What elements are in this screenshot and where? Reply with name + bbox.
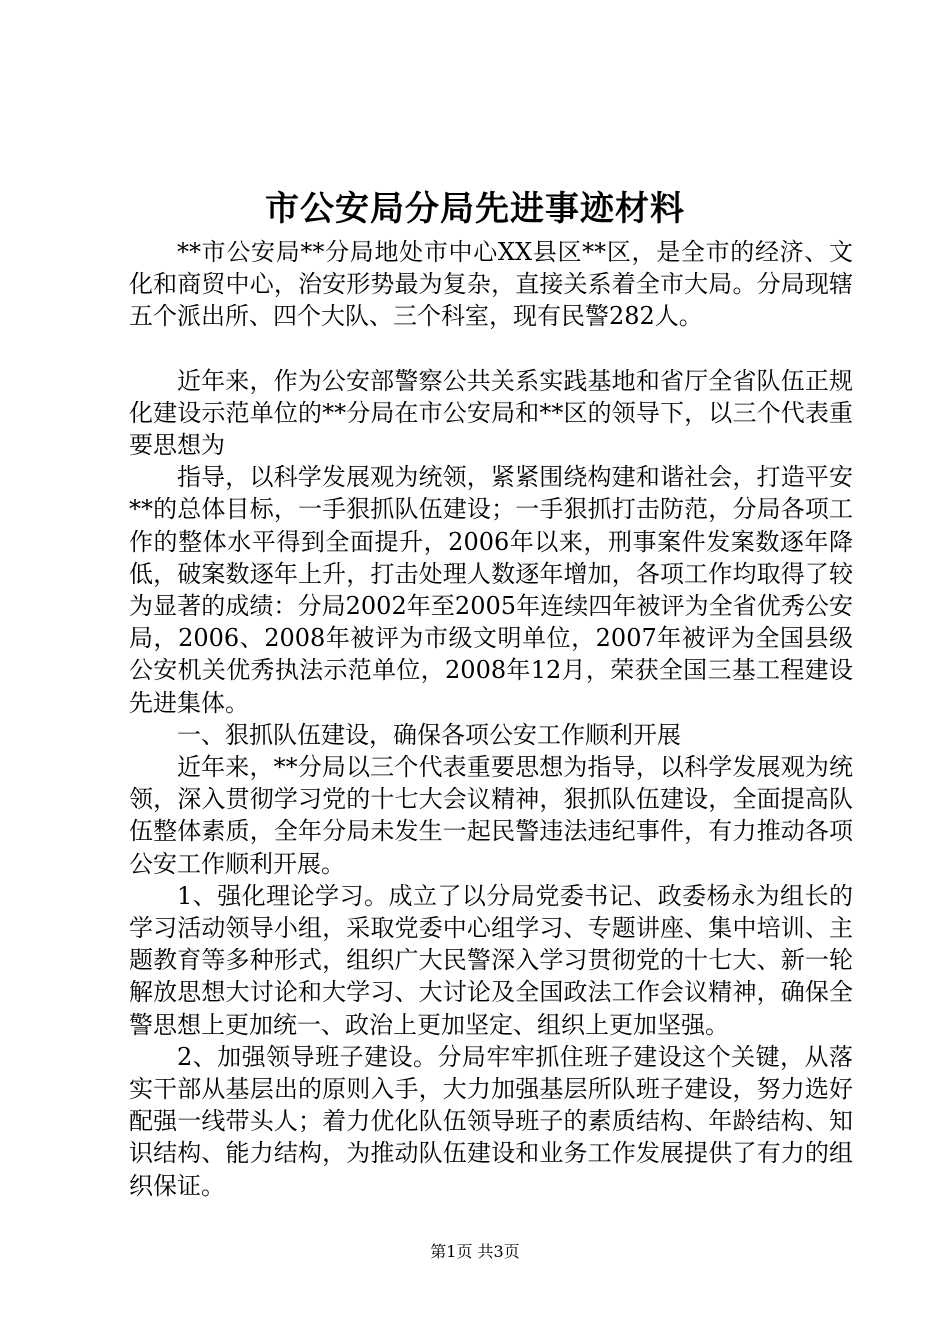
- paragraph-leadership: 2、加强领导班子建设。分局牢牢抓住班子建设这个关键，从落实干部从基层出的原则入手，大力加强基层所队班子建设，努力选好配强一线带头人；着力优化队伍领导班子的素质结构、年龄结构、知识结构、能力结构，为推动队伍建设和业务工作发展提供了有力的组织保证。: [129, 1042, 853, 1200]
- paragraph-spacer: [129, 333, 853, 365]
- paragraph-team-building: 近年来，**分局以三个代表重要思想为指导，以科学发展观为统领，深入贯彻学习党的十七大会议精神，狠抓队伍建设，全面提高队伍整体素质，全年分局未发生一起民警违法违纪事件，有力推动各项公安工作顺利开展。: [129, 753, 853, 878]
- paragraph-achievements: 指导，以科学发展观为统领，紧紧围绕构建和谐社会，打造平安**的总体目标，一手狠抓队伍建设；一手狠抓打击防范，分局各项工作的整体水平得到全面提升，2006年以来，刑事案件发案数逐年降低，破案数逐年上升，打击处理人数逐年增加，各项工作均取得了较为显著的成绩：分局2002年至2005年连续四年被评为全省优秀公安局，2006、2008年被评为市级文明单位，2007年被评为全国县级公安机关优秀执法示范单位，2008年12月，荣获全国三基工程建设先进集体。: [129, 463, 853, 717]
- document-body: [129, 236, 853, 1202]
- paragraph-theory-study: 1、强化理论学习。成立了以分局党委书记、政委杨永为组长的学习活动领导小组，采取党委中心组学习、专题讲座、集中培训、主题教育等多种形式，组织广大民警深入学习贯彻党的十七大、新一轮解放思想大讨论和大学习、大讨论及全国政法工作会议精神，确保全警思想上更加统一、政治上更加坚定、组织上更加坚强。: [129, 881, 853, 1039]
- section-heading-1: 一、狠抓队伍建设，确保各项公安工作顺利开展: [177, 720, 681, 749]
- paragraph-recent-years: 近年来，作为公安部警察公共关系实践基地和省厅全省队伍正规化建设示范单位的**分局在市公安局和**区的领导下，以三个代表重要思想为: [129, 366, 853, 460]
- document-title: 市公安局分局先进事迹材料: [265, 189, 685, 229]
- page-footer: 第1页 共3页: [430, 1242, 520, 1261]
- paragraph-intro: **市公安局**分局地处市中心XX县区**区，是全市的经济、文化和商贸中心，治安形势最为复杂，直接关系着全市大局。分局现辖五个派出所、四个大队、三个科室，现有民警282人。: [129, 238, 853, 331]
